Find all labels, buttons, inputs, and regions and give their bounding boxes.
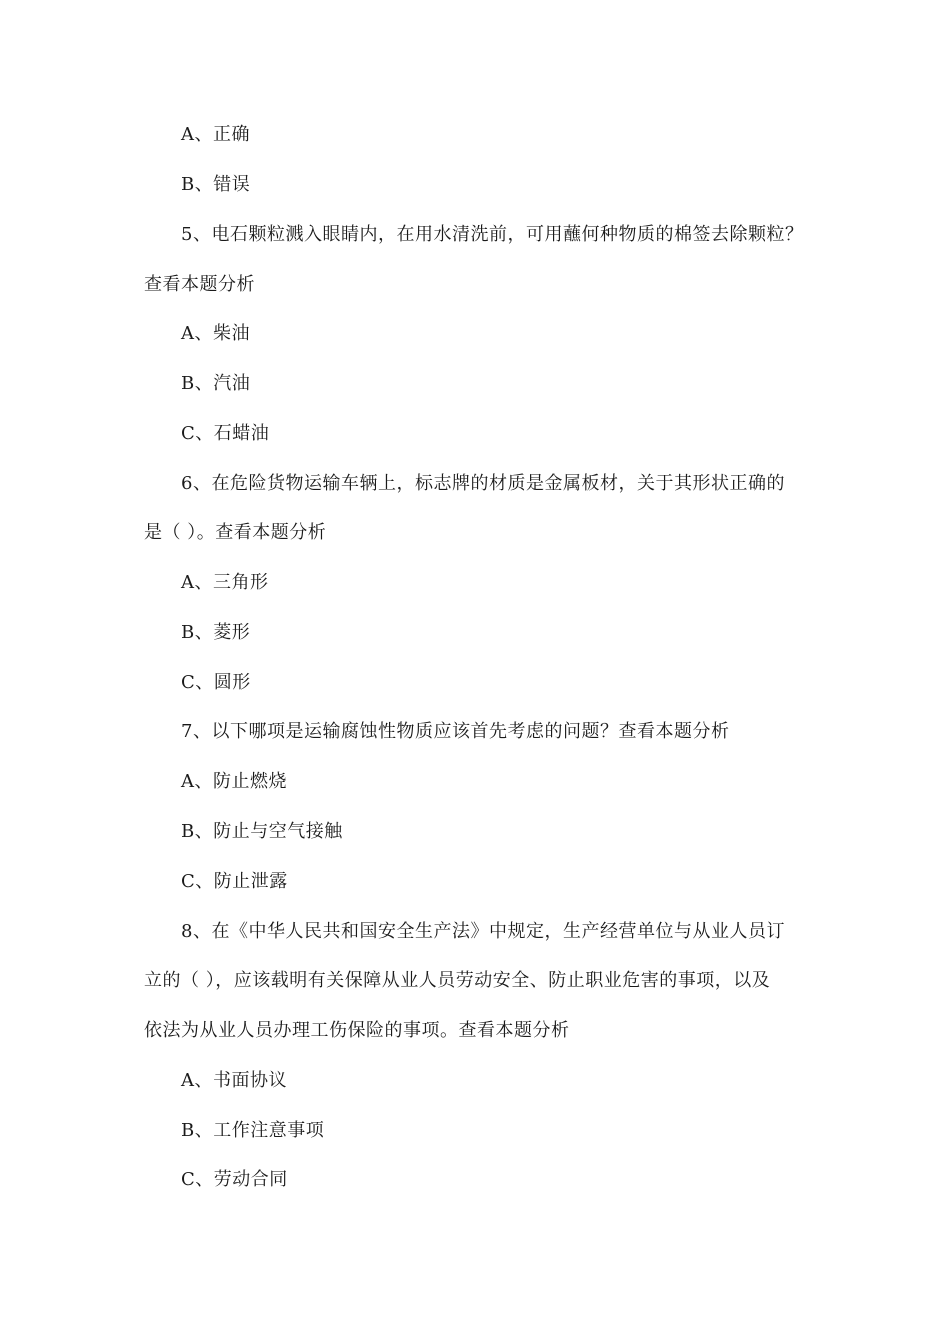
q8-option-a: A、书面协议 — [181, 1070, 287, 1091]
q8-question-line-1: 8、在《中华人民共和国安全生产法》中规定，生产经营单位与从业人员订 — [181, 921, 785, 942]
q5-option-c: C、石蜡油 — [181, 423, 270, 444]
q4-option-a: A、正确 — [181, 124, 250, 145]
q5-question-line-2: 查看本题分析 — [144, 274, 255, 295]
q7-option-a: A、防止燃烧 — [181, 771, 287, 792]
q7-option-b: B、防止与空气接触 — [181, 821, 343, 842]
q8-question-line-3: 依法为从业人员办理工伤保险的事项。查看本题分析 — [144, 1020, 570, 1041]
q7-question-line-1: 7、以下哪项是运输腐蚀性物质应该首先考虑的问题？查看本题分析 — [181, 721, 730, 742]
q8-option-c: C、劳动合同 — [181, 1169, 288, 1190]
q6-option-b: B、菱形 — [181, 622, 251, 643]
q5-option-a: A、柴油 — [181, 323, 250, 344]
q7-option-c: C、防止泄露 — [181, 871, 288, 892]
q6-question-line-1: 6、在危险货物运输车辆上，标志牌的材质是金属板材，关于其形状正确的 — [181, 473, 785, 494]
q4-option-b: B、错误 — [181, 174, 251, 195]
q6-option-c: C、圆形 — [181, 672, 251, 693]
q8-question-line-2: 立的（ ），应该载明有关保障从业人员劳动安全、防止职业危害的事项，以及 — [144, 970, 771, 991]
q5-question-line-1: 5、电石颗粒溅入眼睛内，在用水清洗前，可用蘸何种物质的棉签去除颗粒？ — [181, 224, 804, 245]
q6-option-a: A、三角形 — [181, 572, 269, 593]
q6-question-line-2: 是（ ）。查看本题分析 — [144, 522, 327, 543]
q5-option-b: B、汽油 — [181, 373, 251, 394]
q8-option-b: B、工作注意事项 — [181, 1120, 325, 1141]
